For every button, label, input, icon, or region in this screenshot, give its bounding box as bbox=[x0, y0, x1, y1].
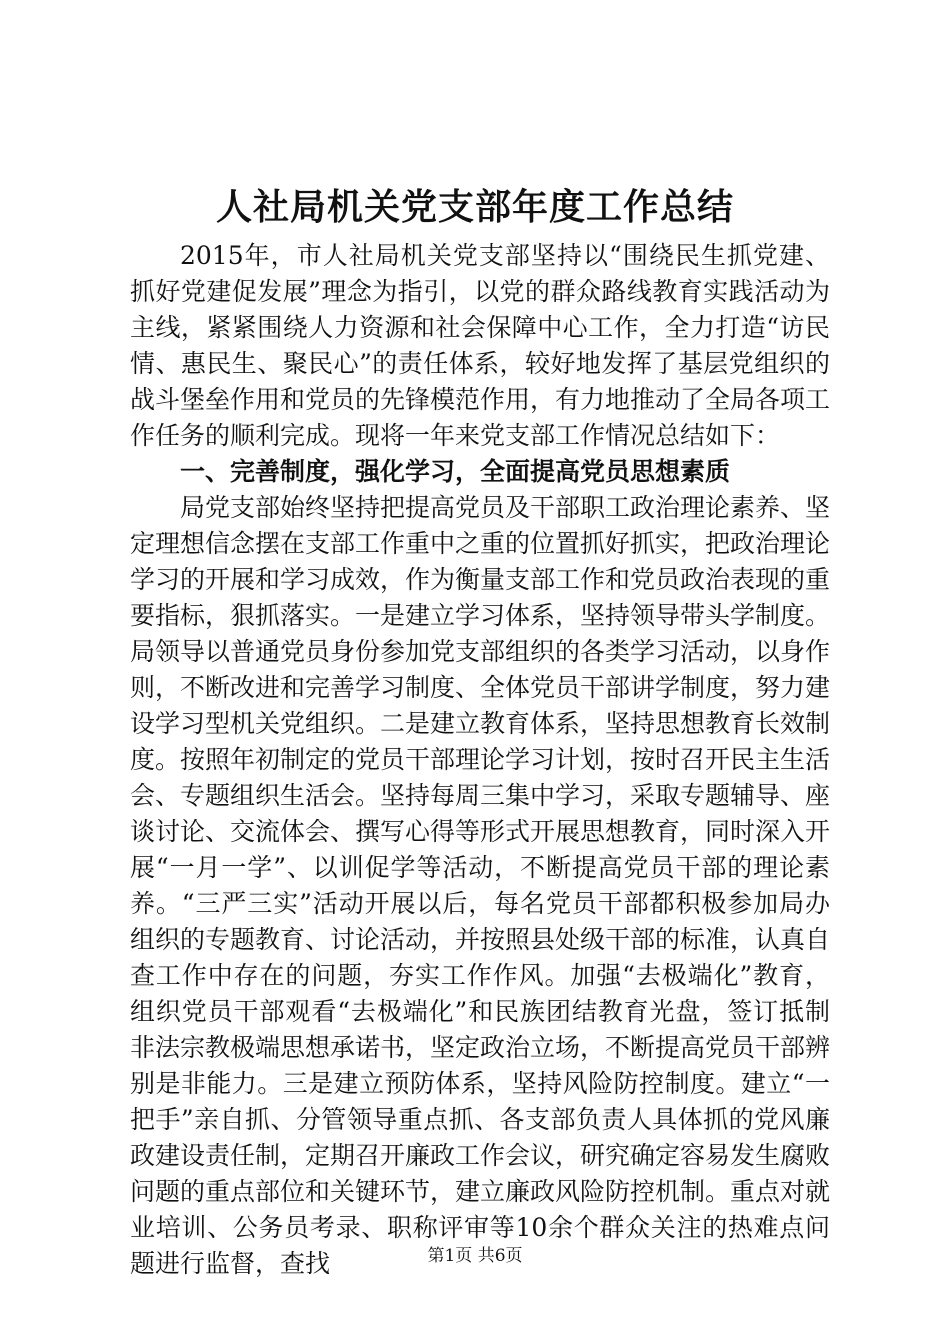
page-footer: 第1页 共6页 bbox=[427, 1246, 523, 1266]
section-heading: 一、完善制度，强化学习，全面提高党员思想素质 bbox=[180, 457, 731, 486]
section-paragraph: 局党支部始终坚持把提高党员及干部职工政治理论素养、坚定理想信念摆在支部工作重中之重的位置抓好抓实，把政治理论学习的开展和学习成效，作为衡量支部工作和党员政治表现的重要指标，狠抓落实。一是建立学习体系，坚持领导带头学制度。局领导以普通党员身份参加党支部组织的各类学习活动，以身作则，不断改进和完善学习制度、全体党员干部讲学制度，努力建设学习型机关党组织。二是建立教育体系，坚持思想教育长效制度。按照年初制定的党员干部理论学习计划，按时召开民主生活会、专题组织生活会。坚持每周三集中学习，采取专题辅导、座谈讨论、交流体会、撰写心得等形式开展思想教育，同时深入开展“一月一学”、以训促学等活动，不断提高党员干部的理论素养。“三严三实”活动开展以后，每名党员干部都积极参加局办组织的专题教育、讨论活动，并按照县处级干部的标准，认真自查工作中存在的问题，夯实工作作风。加强“去极端化”教育，组织党员干部观看“去极端化”和民族团结教育光盘，签订抵制非法宗教极端思想承诺书，坚定政治立场，不断提高党员干部辨别是非能力。三是建立预防体系，坚持风险防控制度。建立“一把手”亲自抓、分管领导重点抓、各支部负责人具体抓的党风廉政建设责任制，定期召开廉政工作会议，研究确定容易发生腐败问题的重点部位和关键环节，建立廉政风险防控机制。重点对就业培训、公务员考录、职称评审等10余个群众关注的热难点问题进行监督，查找 bbox=[130, 493, 831, 1278]
document-body bbox=[130, 238, 830, 1282]
document-title: 人社局机关党支部年度工作总结 bbox=[215, 186, 734, 228]
intro-paragraph: 2015年，市人社局机关党支部坚持以“围绕民生抓党建、抓好党建促发展”理念为指引，以党的群众路线教育实践活动为主线，紧紧围绕人力资源和社会保障中心工作，全力打造“访民情、惠民生、聚民心”的责任体系，较好地发挥了基层党组织的战斗堡垒作用和党员的先锋模范作用，有力地推动了全局各项工作任务的顺利完成。现将一年来党支部工作情况总结如下： bbox=[130, 241, 831, 450]
